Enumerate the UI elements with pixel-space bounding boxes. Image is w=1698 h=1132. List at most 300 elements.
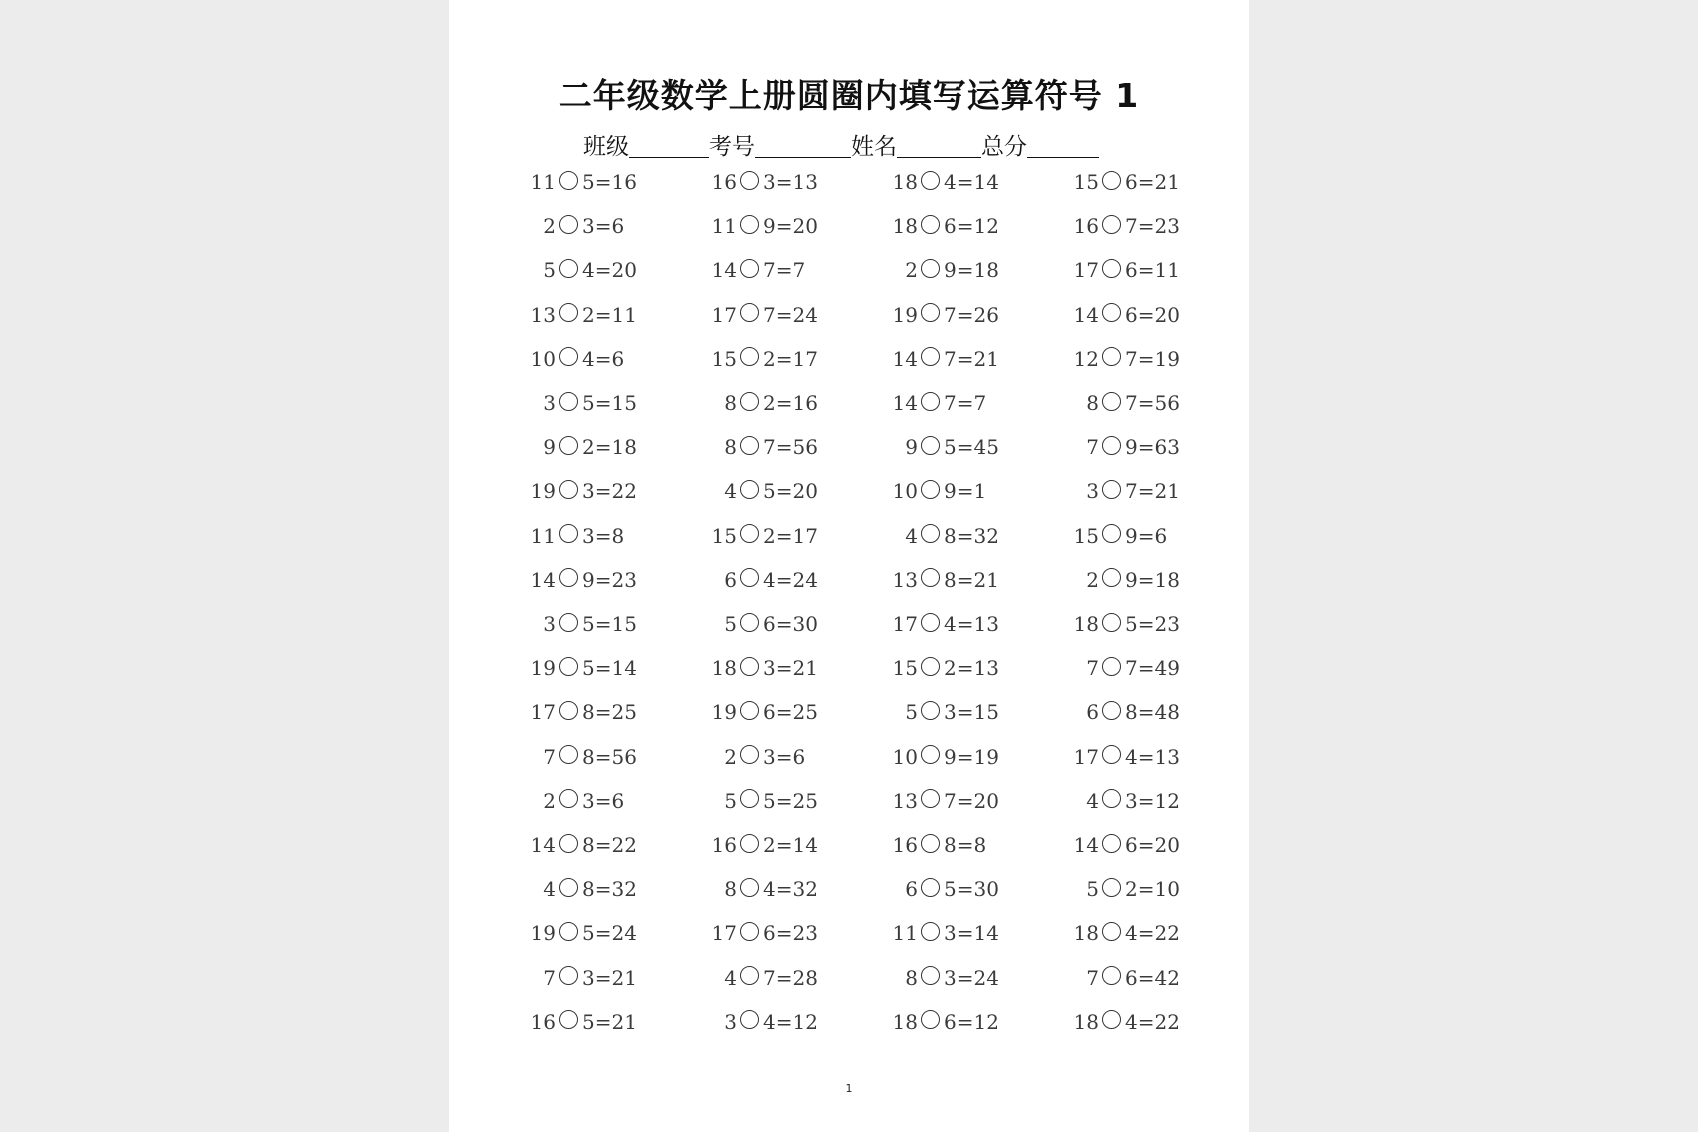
operator-circle[interactable] (740, 789, 759, 808)
problem-item (703, 867, 818, 911)
problem-item (884, 558, 999, 602)
equation-rest: 5=30 (944, 877, 999, 902)
first-operand: 4 (905, 523, 918, 548)
equation-rest: 9=18 (944, 258, 999, 283)
operator-circle[interactable] (740, 966, 759, 985)
problem-item (884, 911, 999, 955)
problem-item (1065, 469, 1180, 513)
problem-item (703, 735, 805, 779)
problem-item (1065, 646, 1180, 690)
problem-item (884, 646, 999, 690)
equation-rest: 8=22 (582, 833, 637, 857)
first-operand: 17 (1073, 744, 1099, 769)
first-operand: 15 (711, 346, 737, 371)
score-blank (1027, 133, 1099, 158)
operator-circle[interactable] (740, 657, 759, 676)
problem-item (703, 293, 818, 337)
operator-circle[interactable] (1102, 701, 1121, 720)
problem-item (522, 558, 637, 602)
problem-row (449, 204, 1249, 248)
equation-rest: 8=56 (582, 744, 637, 769)
first-operand: 17 (711, 302, 737, 327)
operator-circle[interactable] (921, 613, 940, 632)
first-operand: 8 (724, 391, 737, 415)
equation-rest: 4=14 (944, 170, 999, 194)
equation-rest: 6=12 (944, 1009, 999, 1034)
operator-circle[interactable] (559, 922, 578, 941)
operator-circle[interactable] (559, 745, 578, 764)
problem-item (884, 425, 999, 469)
first-operand: 10 (892, 479, 918, 504)
equation-rest: 6=30 (763, 612, 818, 636)
first-operand: 18 (892, 214, 918, 239)
exam-no-blank (755, 133, 851, 158)
first-operand: 11 (892, 921, 918, 946)
operator-circle[interactable] (921, 436, 940, 455)
operator-circle[interactable] (559, 701, 578, 720)
first-operand: 4 (1086, 788, 1099, 813)
operator-circle[interactable] (1102, 789, 1121, 808)
equation-rest: 5=14 (582, 656, 637, 681)
first-operand: 18 (892, 1009, 918, 1034)
equation-rest: 7=7 (944, 391, 987, 415)
equation-rest: 5=15 (582, 612, 637, 636)
first-operand: 5 (543, 258, 556, 283)
first-operand: 18 (711, 656, 737, 681)
page-number: 1 (845, 1082, 853, 1095)
operator-circle[interactable] (1102, 657, 1121, 676)
problem-row (449, 381, 1249, 425)
problem-item (703, 646, 818, 690)
equation-rest: 4=32 (763, 877, 818, 902)
operator-circle[interactable] (740, 613, 759, 632)
first-operand: 7 (543, 965, 556, 990)
equation-rest: 7=20 (944, 788, 999, 813)
equation-rest: 9=23 (582, 567, 637, 592)
operator-circle[interactable] (740, 303, 759, 322)
operator-circle[interactable] (921, 657, 940, 676)
operator-circle[interactable] (559, 568, 578, 587)
operator-circle[interactable] (921, 745, 940, 764)
operator-circle[interactable] (1102, 613, 1121, 632)
problem-item (884, 248, 999, 292)
operator-circle[interactable] (559, 259, 578, 278)
equation-rest: 8=25 (582, 700, 637, 725)
operator-circle[interactable] (921, 259, 940, 278)
equation-rest: 3=14 (944, 921, 999, 946)
equation-rest: 4=22 (1125, 1009, 1180, 1034)
operator-circle[interactable] (740, 1010, 759, 1029)
first-operand: 19 (530, 479, 556, 504)
equation-rest: 7=49 (1125, 656, 1180, 681)
operator-circle[interactable] (921, 524, 940, 543)
equation-rest: 2=17 (763, 523, 818, 548)
operator-circle[interactable] (559, 392, 578, 411)
operator-circle[interactable] (559, 657, 578, 676)
equation-rest: 3=6 (582, 214, 625, 239)
operator-circle[interactable] (921, 347, 940, 366)
equation-rest: 6=20 (1125, 833, 1180, 857)
first-operand: 17 (892, 612, 918, 636)
first-operand: 14 (892, 391, 918, 415)
problem-item (884, 469, 986, 513)
problem-item (1065, 160, 1180, 204)
problem-row (449, 956, 1249, 1000)
problem-item (703, 469, 818, 513)
first-operand: 3 (543, 391, 556, 415)
first-operand: 4 (724, 479, 737, 504)
operator-circle[interactable] (921, 392, 940, 411)
equation-rest: 5=16 (582, 170, 637, 194)
problem-row (449, 779, 1249, 823)
first-operand: 7 (1086, 435, 1099, 460)
first-operand: 13 (530, 302, 556, 327)
first-operand: 11 (530, 170, 556, 194)
problem-item (522, 337, 624, 381)
problem-item (703, 514, 818, 558)
first-operand: 2 (905, 258, 918, 283)
problem-item (522, 514, 624, 558)
operator-circle[interactable] (1102, 878, 1121, 897)
equation-rest: 5=24 (582, 921, 637, 946)
problem-item (1065, 558, 1180, 602)
problem-item (884, 602, 999, 646)
first-operand: 14 (711, 258, 737, 283)
problem-row (449, 425, 1249, 469)
problem-row (449, 248, 1249, 292)
problem-item (1065, 602, 1180, 646)
operator-circle[interactable] (921, 701, 940, 720)
problem-row (449, 337, 1249, 381)
first-operand: 18 (892, 170, 918, 194)
first-operand: 8 (905, 965, 918, 990)
problem-item (884, 735, 999, 779)
equation-rest: 2=17 (763, 346, 818, 371)
operator-circle[interactable] (921, 789, 940, 808)
operator-circle[interactable] (921, 834, 940, 853)
first-operand: 16 (711, 833, 737, 857)
problem-row (449, 160, 1249, 204)
first-operand: 8 (1086, 391, 1099, 415)
operator-circle[interactable] (559, 303, 578, 322)
problem-item (884, 514, 999, 558)
equation-rest: 6=11 (1125, 258, 1180, 283)
problem-row (449, 690, 1249, 734)
problem-item (1065, 823, 1180, 867)
operator-circle[interactable] (921, 303, 940, 322)
problem-item (522, 293, 637, 337)
equation-rest: 4=13 (1125, 744, 1180, 769)
problem-item (1065, 867, 1180, 911)
equation-rest: 3=24 (944, 965, 999, 990)
operator-circle[interactable] (921, 215, 940, 234)
problem-item (1065, 425, 1180, 469)
equation-rest: 4=6 (582, 346, 625, 371)
operator-circle[interactable] (1102, 745, 1121, 764)
first-operand: 5 (905, 700, 918, 725)
problem-item (884, 293, 999, 337)
first-operand: 11 (530, 523, 556, 548)
operator-circle[interactable] (1102, 392, 1121, 411)
operator-circle[interactable] (1102, 436, 1121, 455)
operator-circle[interactable] (1102, 966, 1121, 985)
first-operand: 19 (711, 700, 737, 725)
problem-row (449, 646, 1249, 690)
problem-row (449, 735, 1249, 779)
operator-circle[interactable] (921, 878, 940, 897)
equation-rest: 3=12 (1125, 788, 1180, 813)
equation-rest: 6=20 (1125, 302, 1180, 327)
problem-item (522, 646, 637, 690)
operator-circle[interactable] (921, 1010, 940, 1029)
problem-item (1065, 248, 1180, 292)
operator-circle[interactable] (740, 215, 759, 234)
operator-circle[interactable] (740, 745, 759, 764)
problem-item (522, 823, 637, 867)
equation-rest: 6=42 (1125, 965, 1180, 990)
equation-rest: 2=16 (763, 391, 818, 415)
operator-circle[interactable] (1102, 834, 1121, 853)
problem-item (884, 779, 999, 823)
operator-circle[interactable] (740, 392, 759, 411)
problem-item (703, 911, 818, 955)
equation-rest: 5=20 (763, 479, 818, 504)
first-operand: 6 (724, 567, 737, 592)
equation-rest: 7=26 (944, 302, 999, 327)
problem-item (884, 956, 999, 1000)
operator-circle[interactable] (559, 878, 578, 897)
problem-row (449, 602, 1249, 646)
equation-rest: 6=25 (763, 700, 818, 725)
first-operand: 12 (1073, 346, 1099, 371)
first-operand: 6 (905, 877, 918, 902)
operator-circle[interactable] (740, 171, 759, 190)
worksheet-page (449, 0, 1249, 1132)
problem-item (1065, 911, 1180, 955)
operator-circle[interactable] (740, 568, 759, 587)
first-operand: 3 (543, 612, 556, 636)
operator-circle[interactable] (559, 171, 578, 190)
problem-row (449, 469, 1249, 513)
equation-rest: 8=32 (944, 523, 999, 548)
operator-circle[interactable] (559, 347, 578, 366)
equation-rest: 2=11 (582, 302, 637, 327)
first-operand: 10 (892, 744, 918, 769)
equation-rest: 8=32 (582, 877, 637, 902)
first-operand: 18 (1073, 612, 1099, 636)
problem-row (449, 911, 1249, 955)
first-operand: 11 (711, 214, 737, 239)
first-operand: 15 (892, 656, 918, 681)
equation-rest: 4=24 (763, 567, 818, 592)
equation-rest: 9=18 (1125, 567, 1180, 592)
problem-item (1065, 779, 1180, 823)
first-operand: 14 (530, 833, 556, 857)
equation-rest: 7=56 (1125, 391, 1180, 415)
problem-item (703, 690, 818, 734)
first-operand: 17 (530, 700, 556, 725)
operator-circle[interactable] (559, 524, 578, 543)
problem-item (522, 911, 637, 955)
operator-circle[interactable] (740, 436, 759, 455)
problem-item (703, 160, 818, 204)
operator-circle[interactable] (740, 524, 759, 543)
first-operand: 2 (543, 214, 556, 239)
first-operand: 19 (530, 921, 556, 946)
equation-rest: 7=24 (763, 302, 818, 327)
equation-rest: 3=8 (582, 523, 625, 548)
first-operand: 4 (543, 877, 556, 902)
equation-rest: 6=12 (944, 214, 999, 239)
problem-row (449, 867, 1249, 911)
equation-rest: 9=63 (1125, 435, 1180, 460)
operator-circle[interactable] (559, 480, 578, 499)
equation-rest: 7=19 (1125, 346, 1180, 371)
operator-circle[interactable] (559, 966, 578, 985)
problem-row (449, 823, 1249, 867)
problem-item (522, 204, 624, 248)
equation-rest: 5=45 (944, 435, 999, 460)
operator-circle[interactable] (740, 878, 759, 897)
problem-item (522, 956, 637, 1000)
first-operand: 7 (1086, 656, 1099, 681)
first-operand: 15 (1073, 523, 1099, 548)
operator-circle[interactable] (559, 789, 578, 808)
equation-rest: 8=8 (944, 833, 987, 857)
problem-row (449, 514, 1249, 558)
operator-circle[interactable] (740, 701, 759, 720)
operator-circle[interactable] (1102, 347, 1121, 366)
problem-item (522, 469, 637, 513)
equation-rest: 7=56 (763, 435, 818, 460)
equation-rest: 8=48 (1125, 700, 1180, 725)
problem-item (1065, 204, 1180, 248)
first-operand: 18 (1073, 921, 1099, 946)
equation-rest: 3=6 (582, 788, 625, 813)
problem-item (1065, 1000, 1180, 1044)
first-operand: 7 (1086, 965, 1099, 990)
first-operand: 16 (530, 1009, 556, 1034)
operator-circle[interactable] (921, 966, 940, 985)
first-operand: 16 (1073, 214, 1099, 239)
first-operand: 6 (1086, 700, 1099, 725)
equation-rest: 2=14 (763, 833, 818, 857)
problem-item (522, 1000, 637, 1044)
operator-circle[interactable] (740, 480, 759, 499)
operator-circle[interactable] (1102, 922, 1121, 941)
first-operand: 10 (530, 346, 556, 371)
problem-item (1065, 337, 1180, 381)
operator-circle[interactable] (740, 834, 759, 853)
problem-item (522, 248, 637, 292)
operator-circle[interactable] (559, 1010, 578, 1029)
first-operand: 9 (543, 435, 556, 460)
operator-circle[interactable] (1102, 171, 1121, 190)
name-label: 姓名 (851, 134, 897, 160)
operator-circle[interactable] (1102, 259, 1121, 278)
operator-circle[interactable] (1102, 1010, 1121, 1029)
operator-circle[interactable] (740, 922, 759, 941)
equation-rest: 9=1 (944, 479, 987, 504)
operator-circle[interactable] (921, 922, 940, 941)
score-label: 总分 (981, 134, 1027, 160)
problem-item (884, 823, 986, 867)
problem-item (703, 1000, 818, 1044)
first-operand: 19 (892, 302, 918, 327)
operator-circle[interactable] (1102, 480, 1121, 499)
equation-rest: 6=21 (1125, 170, 1180, 194)
operator-circle[interactable] (559, 436, 578, 455)
problem-item (522, 779, 624, 823)
first-operand: 13 (892, 788, 918, 813)
problem-item (522, 602, 637, 646)
first-operand: 3 (1086, 479, 1099, 504)
equation-rest: 7=7 (763, 258, 806, 283)
equation-rest: 9=20 (763, 214, 818, 239)
operator-circle[interactable] (740, 347, 759, 366)
exam-no-label: 考号 (709, 134, 755, 160)
problem-item (703, 425, 818, 469)
first-operand: 15 (1073, 170, 1099, 194)
first-operand: 19 (530, 656, 556, 681)
first-operand: 15 (711, 523, 737, 548)
first-operand: 14 (1073, 302, 1099, 327)
first-operand: 14 (892, 346, 918, 371)
problem-item (703, 602, 818, 646)
student-info-row (583, 128, 1099, 161)
problem-item (884, 337, 999, 381)
equation-rest: 3=21 (763, 656, 818, 681)
equation-rest: 3=6 (763, 744, 806, 769)
operator-circle[interactable] (1102, 568, 1121, 587)
first-operand: 16 (892, 833, 918, 857)
first-operand: 5 (724, 612, 737, 636)
first-operand: 8 (724, 435, 737, 460)
operator-circle[interactable] (559, 215, 578, 234)
problem-item (1065, 514, 1167, 558)
problem-item (884, 204, 999, 248)
first-operand: 7 (543, 744, 556, 769)
operator-circle[interactable] (921, 568, 940, 587)
operator-circle[interactable] (1102, 524, 1121, 543)
problem-item (1065, 690, 1180, 734)
operator-circle[interactable] (921, 480, 940, 499)
equation-rest: 4=22 (1125, 921, 1180, 946)
operator-circle[interactable] (1102, 215, 1121, 234)
problem-item (1065, 293, 1180, 337)
equation-rest: 5=15 (582, 391, 637, 415)
problem-item (884, 1000, 999, 1044)
class-label: 班级 (583, 134, 629, 160)
operator-circle[interactable] (559, 613, 578, 632)
first-operand: 3 (724, 1009, 737, 1034)
operator-circle[interactable] (740, 259, 759, 278)
first-operand: 14 (1073, 833, 1099, 857)
first-operand: 5 (1086, 877, 1099, 902)
operator-circle[interactable] (559, 834, 578, 853)
first-operand: 5 (724, 788, 737, 813)
equation-rest: 3=13 (763, 170, 818, 194)
first-operand: 16 (711, 170, 737, 194)
first-operand: 13 (892, 567, 918, 592)
operator-circle[interactable] (1102, 303, 1121, 322)
equation-rest: 8=21 (944, 567, 999, 592)
operator-circle[interactable] (921, 171, 940, 190)
problem-item (522, 160, 637, 204)
first-operand: 14 (530, 567, 556, 592)
first-operand: 2 (543, 788, 556, 813)
problem-row (449, 293, 1249, 337)
